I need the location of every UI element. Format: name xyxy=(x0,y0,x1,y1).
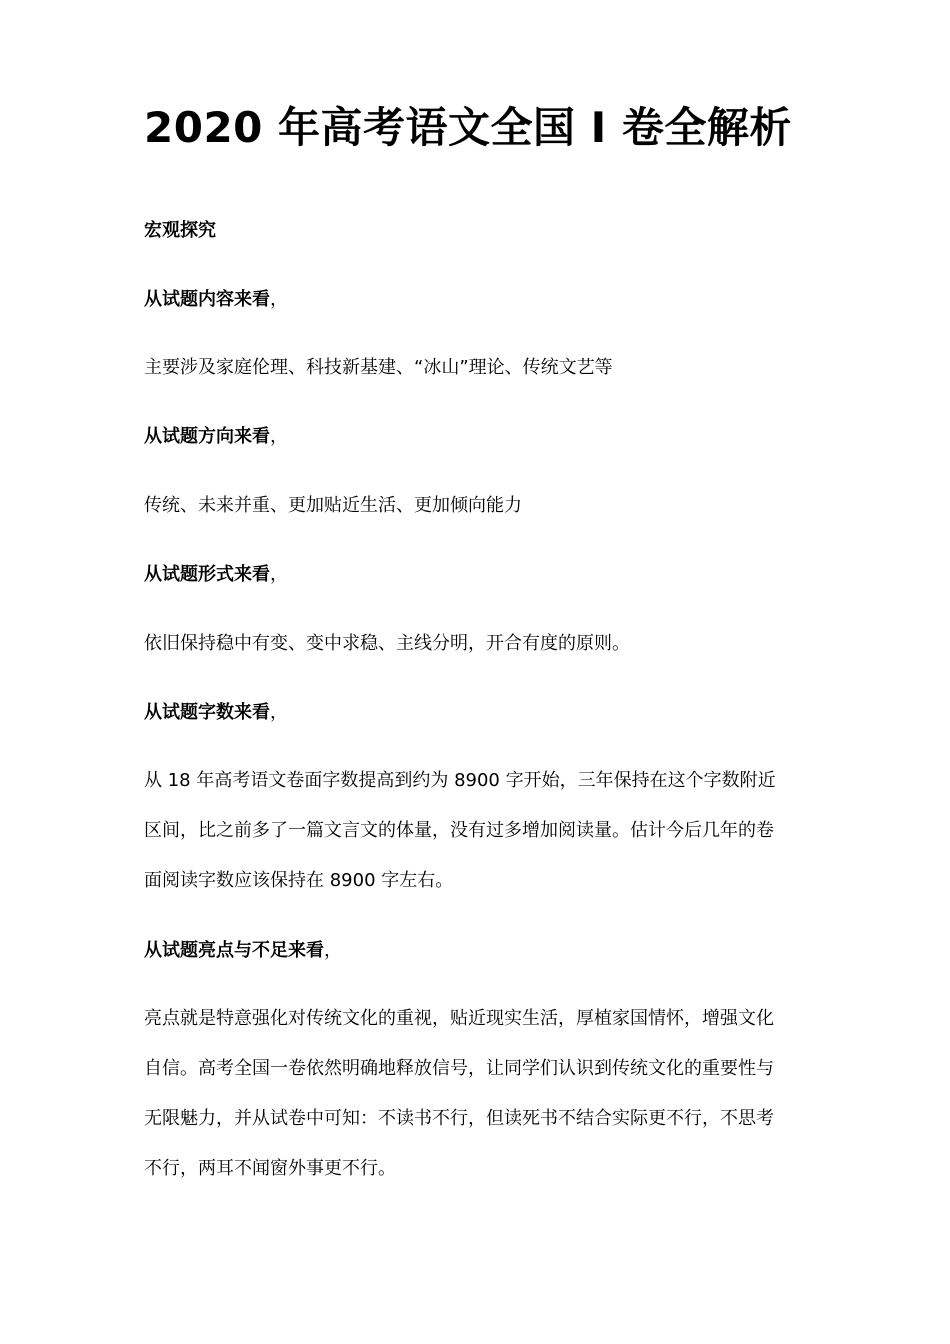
count-heading-text: 从试题字数来看 xyxy=(144,702,270,723)
count-heading xyxy=(144,700,814,726)
section-heading-text: 宏观探究 xyxy=(144,220,216,241)
highlight-paragraph-line: 不行，两耳不闻窗外事更不行。 xyxy=(144,1158,396,1179)
content-heading-text: 从试题内容来看 xyxy=(144,289,270,310)
form-heading-text: 从试题形式来看 xyxy=(144,564,270,585)
count-paragraph xyxy=(144,756,814,906)
count-paragraph-line: 从 18 年高考语文卷面字数提高到约为 8900 字开始，三年保持在这个字数附近 xyxy=(144,770,776,791)
highlight-heading-text: 从试题亮点与不足来看 xyxy=(144,940,324,961)
count-paragraph-line: 区间，比之前多了一篇文言文的体量，没有过多增加阅读量。估计今后几年的卷 xyxy=(144,820,774,841)
content-heading xyxy=(144,287,814,313)
content-text: 主要涉及家庭伦理、科技新基建、“冰山”理论、传统文艺等 xyxy=(144,357,613,378)
highlight-heading-comma: ， xyxy=(324,940,342,961)
highlight-heading xyxy=(144,938,814,964)
highlight-paragraph-line: 无限魅力，并从试卷中可知：不读书不行，但读死书不结合实际更不行，不思考 xyxy=(144,1108,774,1129)
direction-heading-text: 从试题方向来看 xyxy=(144,426,270,447)
form-heading-comma: ， xyxy=(270,564,288,585)
direction-heading xyxy=(144,424,814,450)
count-heading-comma: ， xyxy=(270,702,288,723)
form-text: 依旧保持稳中有变、变中求稳、主线分明，开合有度的原则。 xyxy=(144,633,630,654)
document-title: 2020 年高考语文全国 I 卷全解析 xyxy=(144,103,792,152)
direction-text: 传统、未来并重、更加贴近生活、更加倾向能力 xyxy=(144,495,522,516)
highlight-paragraph-line: 亮点就是特意强化对传统文化的重视，贴近现实生活，厚植家国情怀，增强文化 xyxy=(144,1008,774,1029)
highlight-paragraph-line: 自信。高考全国一卷依然明确地释放信号，让同学们认识到传统文化的重要性与 xyxy=(144,1058,774,1079)
direction-heading-comma: ， xyxy=(270,426,288,447)
content-heading-comma: ， xyxy=(270,289,288,310)
section-heading xyxy=(144,218,814,244)
form-heading xyxy=(144,562,814,588)
count-paragraph-line: 面阅读字数应该保持在 8900 字左右。 xyxy=(144,870,454,891)
highlight-paragraph xyxy=(144,994,814,1194)
